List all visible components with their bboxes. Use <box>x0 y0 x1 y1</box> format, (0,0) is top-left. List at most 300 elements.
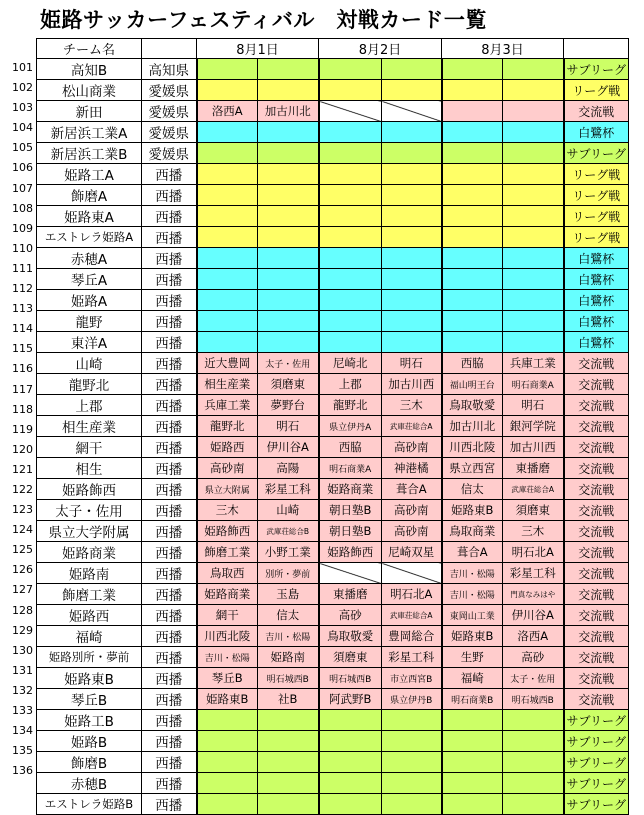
match-type-cell: 交流戦 <box>564 563 629 584</box>
prefecture-cell: 西播 <box>142 395 197 416</box>
table-row <box>37 227 629 248</box>
table-row <box>37 605 629 626</box>
row-number: 114 <box>12 322 33 336</box>
match-cell: 鳥取敬愛 <box>319 626 382 647</box>
prefecture-cell: 西播 <box>142 416 197 437</box>
match-cell: 明石 <box>503 395 564 416</box>
team-name-cell: 琴丘B <box>37 689 142 710</box>
team-name-cell: 姫路B <box>37 731 142 752</box>
team-name-cell: 松山商業 <box>37 80 142 101</box>
match-cell <box>258 332 319 353</box>
match-cell <box>503 59 564 80</box>
match-cell <box>382 731 442 752</box>
match-cell: 三木 <box>382 395 442 416</box>
match-cell <box>258 227 319 248</box>
match-cell <box>442 311 503 332</box>
match-cell <box>382 563 442 584</box>
match-type-cell: 白鷺杯 <box>564 290 629 311</box>
match-cell: 武庫荘総合A <box>382 605 442 626</box>
table-row <box>37 542 629 563</box>
match-type-cell: 交流戦 <box>564 353 629 374</box>
match-cell: 明石商業A <box>319 458 382 479</box>
match-cell <box>503 794 564 815</box>
match-type-cell: 交流戦 <box>564 395 629 416</box>
day2-header: 8月2日 <box>319 39 442 59</box>
match-cell <box>197 311 258 332</box>
match-cell <box>442 143 503 164</box>
team-name-cell: 赤穂B <box>37 773 142 794</box>
match-type-cell: 交流戦 <box>564 626 629 647</box>
row-number: 101 <box>12 61 33 74</box>
row-number: 103 <box>12 101 33 115</box>
row-number: 111 <box>12 261 33 275</box>
match-cell: 県立伊丹A <box>319 416 382 437</box>
match-cell <box>442 227 503 248</box>
match-cell: 姫路南 <box>258 647 319 668</box>
match-cell: 葺合A <box>382 479 442 500</box>
table-row <box>37 710 629 731</box>
match-cell <box>197 80 258 101</box>
match-cell <box>197 206 258 227</box>
match-cell: 姫路東B <box>442 500 503 521</box>
match-cell <box>382 80 442 101</box>
match-cell <box>258 80 319 101</box>
match-cell: 伊川谷A <box>503 605 564 626</box>
match-cell <box>442 773 503 794</box>
row-number: 102 <box>12 81 33 95</box>
team-name-cell: 龍野 <box>37 311 142 332</box>
match-cell <box>319 227 382 248</box>
match-cell <box>503 185 564 206</box>
team-name-cell: 高知B <box>37 59 142 80</box>
team-name-cell: 姫路商業 <box>37 542 142 563</box>
match-cell: 吉川・松陽 <box>442 563 503 584</box>
prefecture-cell: 西播 <box>142 794 197 815</box>
match-cell: 県立伊丹B <box>382 689 442 710</box>
match-cell: 西脇 <box>319 437 382 458</box>
match-cell: 豊岡総合 <box>382 626 442 647</box>
match-cell <box>503 248 564 269</box>
match-cell <box>503 206 564 227</box>
match-cell <box>319 332 382 353</box>
prefecture-cell: 愛媛県 <box>142 143 197 164</box>
match-cell <box>319 731 382 752</box>
match-cell: 洛西A <box>503 626 564 647</box>
row-number: 134 <box>12 724 33 738</box>
row-number: 119 <box>12 422 33 436</box>
match-cell: 武庫荘総合A <box>382 416 442 437</box>
match-cell <box>197 122 258 143</box>
match-cell <box>382 185 442 206</box>
match-type-cell: 交流戦 <box>564 500 629 521</box>
match-cell <box>503 122 564 143</box>
prefecture-cell: 西播 <box>142 752 197 773</box>
prefecture-cell: 西播 <box>142 164 197 185</box>
match-cell <box>197 164 258 185</box>
match-cell <box>382 290 442 311</box>
table-row <box>37 248 629 269</box>
match-cell <box>503 143 564 164</box>
match-cell: 姫路商業 <box>319 479 382 500</box>
match-cell <box>258 794 319 815</box>
match-type-cell: リーグ戦 <box>564 185 629 206</box>
match-type-cell: 白鷺杯 <box>564 311 629 332</box>
match-cell: 姫路商業 <box>197 584 258 605</box>
team-name-cell: 山崎 <box>37 353 142 374</box>
match-cell: 吉川・松陽 <box>442 584 503 605</box>
match-cell <box>382 59 442 80</box>
prefecture-cell: 愛媛県 <box>142 122 197 143</box>
prefecture-cell: 西播 <box>142 584 197 605</box>
row-number: 110 <box>12 241 33 255</box>
table-row <box>37 143 629 164</box>
match-cell <box>442 269 503 290</box>
match-cell: 明石城西B <box>319 668 382 689</box>
match-cell: 吉川・松陽 <box>197 647 258 668</box>
table-row <box>37 59 629 80</box>
match-cell <box>319 710 382 731</box>
table-row <box>37 689 629 710</box>
match-cell <box>197 773 258 794</box>
match-cell: 須磨東 <box>503 500 564 521</box>
prefecture-cell: 西播 <box>142 206 197 227</box>
type-header <box>564 39 629 59</box>
match-cell <box>382 143 442 164</box>
match-cell <box>442 206 503 227</box>
match-cell <box>442 59 503 80</box>
match-cell: 高砂南 <box>382 521 442 542</box>
match-cell <box>319 206 382 227</box>
match-cell: 西脇 <box>442 353 503 374</box>
match-type-cell: 交流戦 <box>564 689 629 710</box>
match-cell <box>319 290 382 311</box>
row-number: 113 <box>12 302 33 316</box>
header-row <box>37 39 629 59</box>
match-cell <box>503 773 564 794</box>
match-cell: 明石 <box>382 353 442 374</box>
pref-header <box>142 39 197 59</box>
table-row <box>37 374 629 395</box>
match-type-cell: サブリーグ <box>564 794 629 815</box>
team-name-cell: 網干 <box>37 437 142 458</box>
match-cell: 信太 <box>442 479 503 500</box>
match-cell <box>319 101 382 122</box>
table-row <box>37 353 629 374</box>
match-cell: 明石北A <box>382 584 442 605</box>
match-cell: 生野 <box>442 647 503 668</box>
match-cell: 高砂 <box>319 605 382 626</box>
match-cell: 太子・佐用 <box>503 668 564 689</box>
table-row <box>37 164 629 185</box>
row-number: 124 <box>12 523 33 537</box>
prefecture-cell: 西播 <box>142 626 197 647</box>
match-cell <box>382 773 442 794</box>
match-cell <box>258 185 319 206</box>
match-cell: 兵庫工業 <box>197 395 258 416</box>
row-number: 112 <box>12 282 33 296</box>
match-cell: 姫路東B <box>442 626 503 647</box>
match-cell: 福山明王台 <box>442 374 503 395</box>
match-cell: 洛西A <box>197 101 258 122</box>
match-cell <box>503 269 564 290</box>
match-cell: 龍野北 <box>197 416 258 437</box>
team-name-cell: 県立大学附属 <box>37 521 142 542</box>
match-cell <box>197 227 258 248</box>
match-cell: 夢野台 <box>258 395 319 416</box>
table-row <box>37 395 629 416</box>
team-name-cell: 姫路別所・夢前 <box>37 647 142 668</box>
prefecture-cell: 西播 <box>142 668 197 689</box>
match-type-cell: 白鷺杯 <box>564 269 629 290</box>
match-cell <box>503 227 564 248</box>
match-cell <box>442 80 503 101</box>
match-cell <box>258 752 319 773</box>
match-cell: 吉川・松陽 <box>258 626 319 647</box>
match-type-cell: 交流戦 <box>564 521 629 542</box>
team-name-cell: 姫路工A <box>37 164 142 185</box>
prefecture-cell: 西播 <box>142 332 197 353</box>
match-cell <box>197 731 258 752</box>
match-cell: 門真なみはや <box>503 584 564 605</box>
match-cell: 姫路西 <box>197 437 258 458</box>
row-number: 123 <box>12 503 33 517</box>
match-type-cell: サブリーグ <box>564 710 629 731</box>
match-cell <box>197 269 258 290</box>
table-row <box>37 794 629 815</box>
row-number: 109 <box>12 221 33 235</box>
match-cell: 明石北A <box>503 542 564 563</box>
prefecture-cell: 愛媛県 <box>142 101 197 122</box>
match-cell <box>442 794 503 815</box>
match-cell: 彩星工科 <box>258 479 319 500</box>
match-cell <box>382 794 442 815</box>
match-cell <box>319 185 382 206</box>
match-cell <box>197 752 258 773</box>
match-cell <box>382 332 442 353</box>
match-cell: 東播磨 <box>319 584 382 605</box>
team-name-cell: 姫路東B <box>37 668 142 689</box>
match-table <box>36 38 629 815</box>
team-name-cell: 飾磨B <box>37 752 142 773</box>
match-cell: 尼崎北 <box>319 353 382 374</box>
match-cell <box>503 311 564 332</box>
match-type-cell: リーグ戦 <box>564 80 629 101</box>
team-name-cell: 上郡 <box>37 395 142 416</box>
match-cell <box>258 206 319 227</box>
match-cell <box>442 332 503 353</box>
table-row <box>37 668 629 689</box>
match-type-cell: 白鷺杯 <box>564 332 629 353</box>
match-cell <box>442 752 503 773</box>
match-cell: 神港橘 <box>382 458 442 479</box>
table-row <box>37 80 629 101</box>
match-type-cell: リーグ戦 <box>564 227 629 248</box>
match-cell: 武庫荘総合A <box>503 479 564 500</box>
page-title: 姫路サッカーフェスティバル 対戦カード一覧 <box>40 8 487 32</box>
team-name-cell: 龍野北 <box>37 374 142 395</box>
match-type-cell: 交流戦 <box>564 605 629 626</box>
table-row <box>37 563 629 584</box>
match-cell: 相生産業 <box>197 374 258 395</box>
team-name-cell: 新田 <box>37 101 142 122</box>
match-type-cell: 交流戦 <box>564 542 629 563</box>
match-cell: 社B <box>258 689 319 710</box>
match-cell <box>319 563 382 584</box>
row-number: 116 <box>12 362 33 376</box>
row-number: 136 <box>12 764 33 778</box>
match-cell <box>442 164 503 185</box>
match-type-cell: 白鷺杯 <box>564 248 629 269</box>
match-cell: 網干 <box>197 605 258 626</box>
match-cell: 三木 <box>503 521 564 542</box>
team-name-cell: 姫路工B <box>37 710 142 731</box>
match-cell: 県立西宮 <box>442 458 503 479</box>
match-type-cell: 交流戦 <box>564 458 629 479</box>
prefecture-cell: 西播 <box>142 710 197 731</box>
table-row <box>37 332 629 353</box>
team-name-cell: 飾磨工業 <box>37 584 142 605</box>
match-cell <box>319 311 382 332</box>
match-cell: 銀河学院 <box>503 416 564 437</box>
match-cell <box>382 122 442 143</box>
match-cell: 県立大附属 <box>197 479 258 500</box>
match-cell: 上郡 <box>319 374 382 395</box>
team-header: チーム名 <box>37 39 142 59</box>
row-number: 104 <box>12 121 33 135</box>
table-row <box>37 311 629 332</box>
match-cell <box>382 710 442 731</box>
match-cell <box>197 248 258 269</box>
team-name-cell: 新居浜工業B <box>37 143 142 164</box>
match-cell: 彩星工科 <box>503 563 564 584</box>
match-cell <box>503 101 564 122</box>
row-number: 129 <box>12 623 33 637</box>
match-cell <box>382 311 442 332</box>
match-cell: 玉島 <box>258 584 319 605</box>
table-row <box>37 521 629 542</box>
match-cell <box>258 122 319 143</box>
match-cell <box>258 59 319 80</box>
team-name-cell: 赤穂A <box>37 248 142 269</box>
team-name-cell: 琴丘A <box>37 269 142 290</box>
match-cell <box>319 80 382 101</box>
match-cell <box>319 752 382 773</box>
match-type-cell: 交流戦 <box>564 374 629 395</box>
match-cell: 東岡山工業 <box>442 605 503 626</box>
row-number: 130 <box>12 643 33 657</box>
match-cell <box>197 290 258 311</box>
match-cell <box>258 143 319 164</box>
prefecture-cell: 西播 <box>142 311 197 332</box>
match-type-cell: 交流戦 <box>564 668 629 689</box>
prefecture-cell: 西播 <box>142 605 197 626</box>
team-name-cell: 姫路飾西 <box>37 479 142 500</box>
prefecture-cell: 西播 <box>142 374 197 395</box>
match-cell <box>503 332 564 353</box>
match-cell <box>382 206 442 227</box>
match-cell <box>442 710 503 731</box>
match-cell <box>258 164 319 185</box>
match-type-cell: サブリーグ <box>564 59 629 80</box>
match-cell: 琴丘B <box>197 668 258 689</box>
row-number: 133 <box>12 704 33 717</box>
match-cell <box>442 290 503 311</box>
row-number: 121 <box>12 462 33 476</box>
match-cell <box>442 248 503 269</box>
prefecture-cell: 西播 <box>142 479 197 500</box>
match-type-cell: サブリーグ <box>564 731 629 752</box>
match-cell <box>503 164 564 185</box>
row-number: 105 <box>12 141 33 155</box>
match-cell: 葺合A <box>442 542 503 563</box>
match-cell <box>503 80 564 101</box>
match-type-cell: 交流戦 <box>564 647 629 668</box>
table-row <box>37 122 629 143</box>
table-row <box>37 584 629 605</box>
team-name-cell: 新居浜工業A <box>37 122 142 143</box>
match-cell <box>503 731 564 752</box>
match-cell: 鳥取西 <box>197 563 258 584</box>
table-row <box>37 647 629 668</box>
match-type-cell: 交流戦 <box>564 416 629 437</box>
day1-header: 8月1日 <box>197 39 319 59</box>
row-number: 108 <box>12 201 33 215</box>
prefecture-cell: 西播 <box>142 353 197 374</box>
team-name-cell: エストレラ姫路A <box>37 227 142 248</box>
match-cell: 姫路東B <box>197 689 258 710</box>
table-row <box>37 479 629 500</box>
match-cell: 姫路飾西 <box>197 521 258 542</box>
row-number: 126 <box>12 563 33 577</box>
row-number: 107 <box>12 181 33 195</box>
prefecture-cell: 西播 <box>142 521 197 542</box>
match-cell <box>382 101 442 122</box>
match-cell <box>258 269 319 290</box>
match-cell <box>197 59 258 80</box>
match-cell: 太子・佐用 <box>258 353 319 374</box>
match-cell: 高陽 <box>258 458 319 479</box>
match-cell: 明石商業B <box>442 689 503 710</box>
match-cell <box>442 122 503 143</box>
table-row <box>37 185 629 206</box>
prefecture-cell: 西播 <box>142 248 197 269</box>
match-cell: 加古川西 <box>382 374 442 395</box>
table-row <box>37 626 629 647</box>
team-name-cell: 姫路A <box>37 290 142 311</box>
match-cell: 三木 <box>197 500 258 521</box>
team-name-cell: 相生 <box>37 458 142 479</box>
table-row <box>37 773 629 794</box>
row-number: 115 <box>12 342 33 356</box>
prefecture-cell: 西播 <box>142 500 197 521</box>
match-cell: 高砂南 <box>382 437 442 458</box>
match-cell: 加古川西 <box>503 437 564 458</box>
match-cell: 伊川谷A <box>258 437 319 458</box>
match-type-cell: 白鷺杯 <box>564 122 629 143</box>
team-name-cell: 姫路東A <box>37 206 142 227</box>
match-cell: 小野工業 <box>258 542 319 563</box>
match-cell <box>197 794 258 815</box>
prefecture-cell: 愛媛県 <box>142 80 197 101</box>
match-type-cell: リーグ戦 <box>564 206 629 227</box>
row-number-column <box>0 58 36 781</box>
match-cell <box>319 143 382 164</box>
team-name-cell: 福崎 <box>37 626 142 647</box>
match-cell: 明石城西B <box>258 668 319 689</box>
prefecture-cell: 西播 <box>142 563 197 584</box>
table-row <box>37 101 629 122</box>
match-cell <box>258 731 319 752</box>
